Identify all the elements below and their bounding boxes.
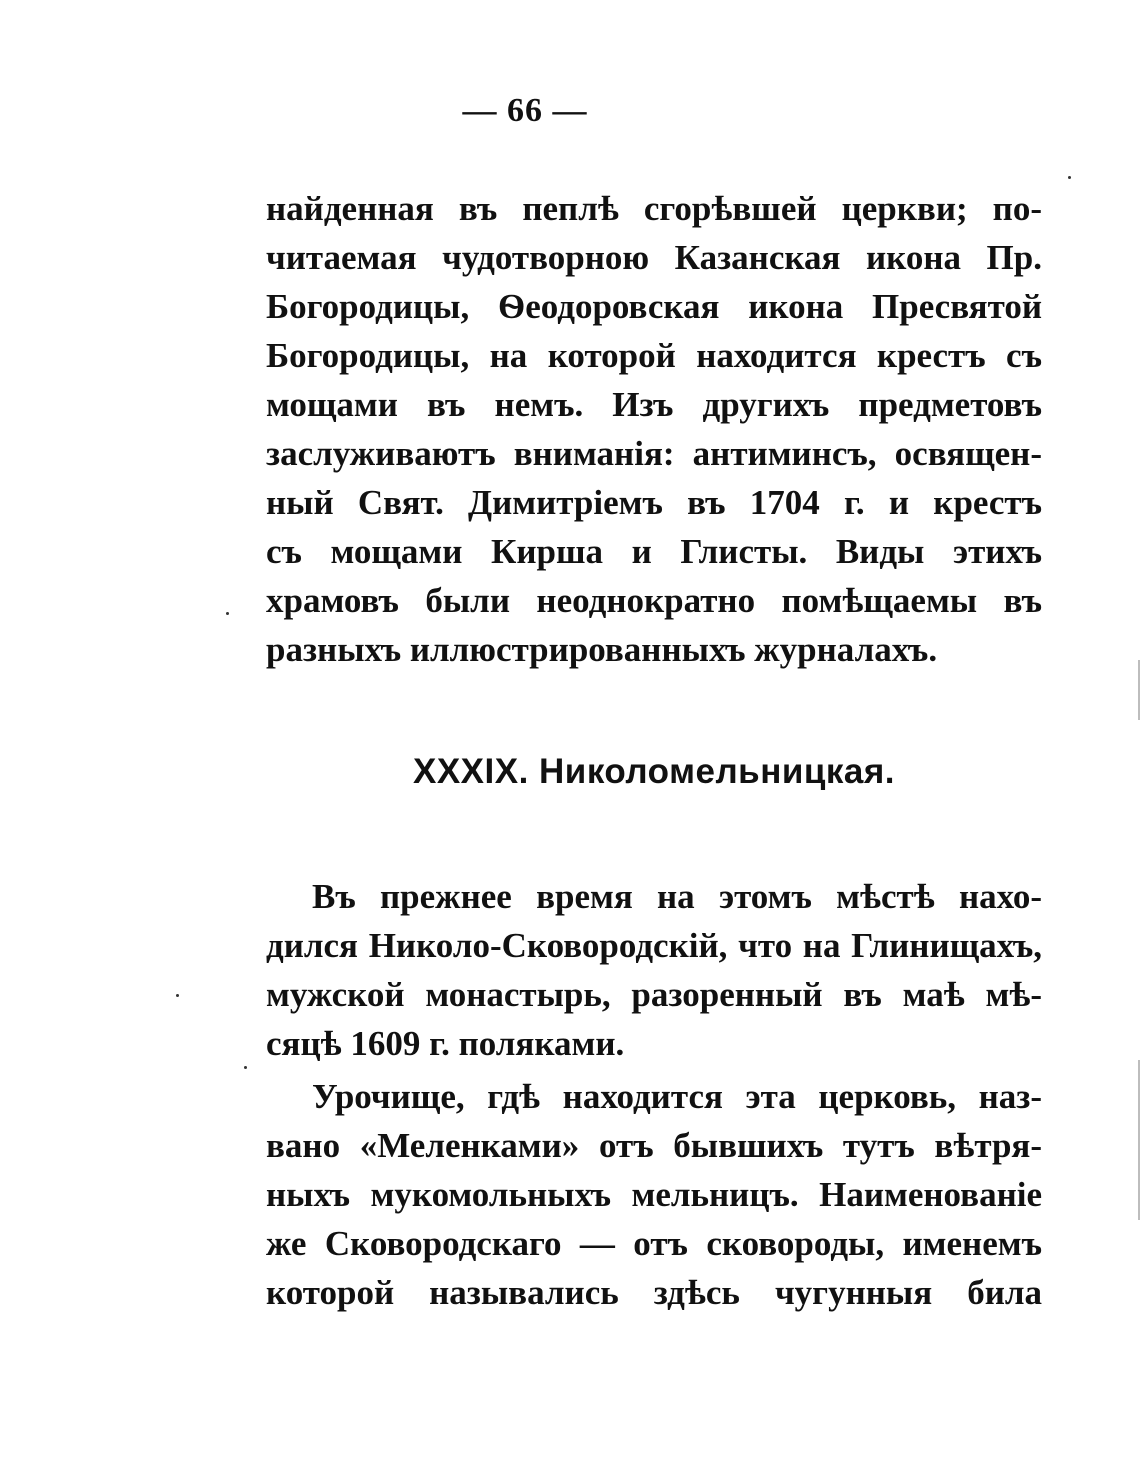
text-line: которой назывались здѣсь чугунныя била (266, 1273, 1042, 1312)
text-line: храмовъ были неоднократно помѣщаемы въ (266, 581, 1042, 620)
page-number (0, 92, 1140, 130)
text-line: Въ прежнее время на этомъ мѣстѣ нахо- (312, 877, 1042, 916)
text-line: Богородицы, на которой находится крестъ съ (266, 336, 1042, 375)
text-line: вано «Меленками» отъ бывшихъ тутъ вѣтря- (266, 1126, 1042, 1165)
section-heading: XXXIX. Николомельницкая. (412, 752, 895, 791)
paragraph (266, 872, 1042, 1068)
text-line: съ мощами Кирша и Глисты. Виды этихъ (266, 532, 1042, 571)
text-line: мощами въ немъ. Изъ другихъ предметовъ (266, 385, 1042, 424)
scan-speck (176, 994, 179, 997)
text-line: же Сковородскаго — отъ сковороды, именемъ (266, 1224, 1042, 1263)
paragraph (266, 1072, 1042, 1317)
text-line: ный Свят. Димитріемъ въ 1704 г. и крестъ (266, 483, 1042, 522)
text-line: дился Николо-Сковородскій, что на Глинищахъ, (266, 926, 1042, 965)
text-line: сяцѣ 1609 г. поляками. (266, 1024, 625, 1063)
text-line: заслуживаютъ вниманія: антиминсъ, освящен- (266, 434, 1042, 473)
text-line: мужской монастырь, разоренный въ маѣ мѣ- (266, 975, 1042, 1014)
text-line: ныхъ мукомольныхъ мельницъ. Наименованіе (266, 1175, 1042, 1214)
text-line: читаемая чудотворною Казанская икона Пр. (266, 238, 1042, 277)
scan-speck (1068, 176, 1071, 179)
text-line: Урочище, гдѣ находится эта церковь, наз- (312, 1077, 1042, 1116)
paragraph-continued (266, 184, 1042, 674)
page-number-text: — 66 — (462, 92, 588, 129)
scan-speck (244, 1066, 247, 1069)
text-line: найденная въ пеплѣ сгорѣвшей церкви; по- (266, 189, 1042, 228)
scan-speck (226, 612, 229, 615)
text-line: Богородицы, Ѳеодоровская икона Пресвятой (266, 287, 1042, 326)
text-line: разныхъ иллюстрированныхъ журналахъ. (266, 630, 938, 669)
